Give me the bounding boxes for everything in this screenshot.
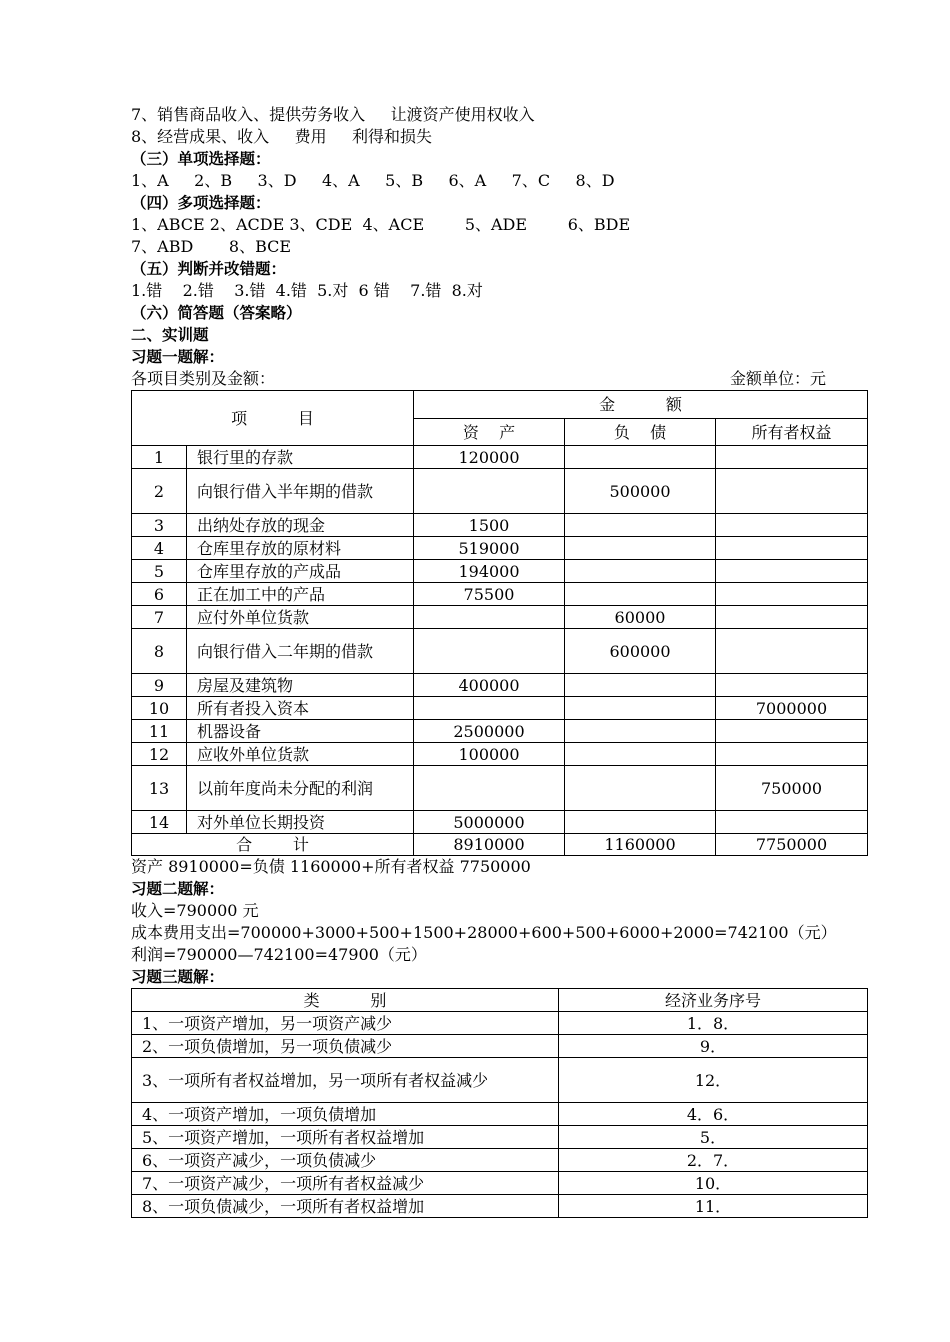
category-cell: 2、一项负债增加，另一项负债减少 (132, 1035, 559, 1058)
table-row (132, 1172, 868, 1195)
category-cell: 3、一项所有者权益增加，另一项所有者权益减少 (132, 1058, 559, 1103)
sequence-cell: 4．6． (559, 1103, 868, 1126)
category-cell: 5、一项资产增加，一项所有者权益增加 (132, 1126, 559, 1149)
text-line: 成本费用支出=700000+3000+500+1500+28000+600+500+6000+2000=742100（元） (131, 923, 837, 942)
text-line: 7、销售商品收入、提供劳务收入 让渡资产使用权收入 (131, 105, 535, 124)
asset-amount (414, 766, 565, 811)
total-asset: 8910000 (414, 834, 565, 856)
item-name: 仓库里存放的原材料 (187, 537, 414, 560)
category-cell: 8、一项负债减少，一项所有者权益增加 (132, 1195, 559, 1218)
liability-amount (565, 560, 716, 583)
solution-text (131, 856, 871, 988)
table-row (132, 629, 868, 674)
balance-items-table (131, 390, 868, 856)
asset-amount: 5000000 (414, 811, 565, 834)
table1-caption (131, 368, 871, 390)
row-number: 5 (132, 560, 187, 583)
item-name: 以前年度尚未分配的利润 (187, 766, 414, 811)
table-row (132, 766, 868, 811)
row-number: 9 (132, 674, 187, 697)
asset-amount: 1500 (414, 514, 565, 537)
liability-amount (565, 446, 716, 469)
row-number: 10 (132, 697, 187, 720)
header-liability: 负 债 (565, 419, 716, 446)
item-name: 出纳处存放的现金 (187, 514, 414, 537)
asset-amount: 194000 (414, 560, 565, 583)
table1-caption-left: 各项目类别及金额： (131, 369, 276, 388)
asset-amount (414, 469, 565, 514)
item-name: 对外单位长期投资 (187, 811, 414, 834)
asset-amount (414, 606, 565, 629)
row-number: 1 (132, 446, 187, 469)
table1-caption-right: 金额单位：元 (729, 369, 826, 388)
equity-amount: 7000000 (716, 697, 868, 720)
text-line: 利润=790000—742100=47900（元） (131, 945, 427, 964)
section-heading: 习题三题解： (131, 968, 225, 986)
text-line: 1、A 2、B 3、D 4、A 5、B 6、A 7、C 8、D (131, 171, 615, 190)
liability-amount (565, 743, 716, 766)
liability-amount: 600000 (565, 629, 716, 674)
sequence-cell: 12． (559, 1058, 868, 1103)
section-heading: （四）多项选择题： (131, 194, 271, 212)
text-line: 8、经营成果、收入 费用 利得和损失 (131, 127, 433, 146)
liability-amount (565, 766, 716, 811)
asset-amount (414, 697, 565, 720)
row-number: 11 (132, 720, 187, 743)
equity-amount (716, 606, 868, 629)
table-row (132, 469, 868, 514)
row-number: 4 (132, 537, 187, 560)
asset-amount (414, 629, 565, 674)
header-asset: 资 产 (414, 419, 565, 446)
equity-amount (716, 469, 868, 514)
table-row (132, 1103, 868, 1126)
table-row (132, 514, 868, 537)
table-row (132, 720, 868, 743)
text-line: 资产 8910000=负债 1160000+所有者权益 7750000 (131, 857, 531, 876)
row-number: 14 (132, 811, 187, 834)
asset-amount: 120000 (414, 446, 565, 469)
section-heading: 习题二题解： (131, 880, 225, 898)
item-name: 仓库里存放的产成品 (187, 560, 414, 583)
equity-amount (716, 446, 868, 469)
row-number: 8 (132, 629, 187, 674)
table-row (132, 1149, 868, 1172)
section-heading: （三）单项选择题： (131, 150, 271, 168)
equity-amount (716, 583, 868, 606)
liability-amount (565, 811, 716, 834)
table-row (132, 1058, 868, 1103)
text-line: 1.错 2.错 3.错 4.错 5.对 6 错 7.错 8.对 (131, 281, 483, 300)
category-cell: 7、一项资产减少，一项所有者权益减少 (132, 1172, 559, 1195)
liability-amount (565, 583, 716, 606)
sequence-cell: 5． (559, 1126, 868, 1149)
header-amount: 金 额 (414, 391, 868, 419)
header-equity: 所有者权益 (716, 419, 868, 446)
row-number: 2 (132, 469, 187, 514)
text-line: 7、ABD 8、BCE (131, 237, 292, 256)
item-name: 银行里的存款 (187, 446, 414, 469)
item-name: 所有者投入资本 (187, 697, 414, 720)
section-heading: （五）判断并改错题： (131, 260, 287, 278)
table-row (132, 1012, 868, 1035)
text-line: 1、ABCE 2、ACDE 3、CDE 4、ACE 5、ADE 6、BDE (131, 215, 631, 234)
liability-amount (565, 720, 716, 743)
table-row (132, 446, 868, 469)
item-name: 应付外单位货款 (187, 606, 414, 629)
total-row (132, 834, 868, 856)
liability-amount (565, 514, 716, 537)
liability-amount: 60000 (565, 606, 716, 629)
equity-amount (716, 560, 868, 583)
table-row (132, 674, 868, 697)
row-number: 7 (132, 606, 187, 629)
item-name: 应收外单位货款 (187, 743, 414, 766)
total-equity: 7750000 (716, 834, 868, 856)
row-number: 13 (132, 766, 187, 811)
item-name: 正在加工中的产品 (187, 583, 414, 606)
table-row (132, 697, 868, 720)
section-heading: 二、实训题 (131, 326, 209, 344)
item-name: 房屋及建筑物 (187, 674, 414, 697)
table-row (132, 1195, 868, 1218)
total-label: 合 计 (132, 834, 414, 856)
header-item: 项 目 (132, 391, 414, 446)
equity-amount (716, 811, 868, 834)
equity-amount (716, 629, 868, 674)
table-row (132, 743, 868, 766)
equity-amount (716, 537, 868, 560)
section-heading: 习题一题解： (131, 348, 225, 366)
header-type: 类 别 (132, 989, 559, 1012)
table-row (132, 1126, 868, 1149)
equity-amount (716, 514, 868, 537)
liability-amount (565, 537, 716, 560)
sequence-cell: 2．7． (559, 1149, 868, 1172)
equity-amount: 750000 (716, 766, 868, 811)
liability-amount (565, 697, 716, 720)
text-line: 收入=790000 元 (131, 901, 259, 920)
item-name: 向银行借入二年期的借款 (187, 629, 414, 674)
table-row (132, 606, 868, 629)
equity-amount (716, 674, 868, 697)
table-row (132, 537, 868, 560)
section-heading: （六）简答题（答案略） (131, 304, 302, 322)
sequence-cell: 10． (559, 1172, 868, 1195)
header-seq: 经济业务序号 (559, 989, 868, 1012)
liability-amount (565, 674, 716, 697)
asset-amount: 519000 (414, 537, 565, 560)
item-name: 向银行借入半年期的借款 (187, 469, 414, 514)
category-cell: 4、一项资产增加，一项负债增加 (132, 1103, 559, 1126)
liability-amount: 500000 (565, 469, 716, 514)
total-liability: 1160000 (565, 834, 716, 856)
answer-section (131, 104, 871, 368)
sequence-cell: 9． (559, 1035, 868, 1058)
table-row (132, 583, 868, 606)
table-row (132, 811, 868, 834)
asset-amount: 75500 (414, 583, 565, 606)
table-row (132, 560, 868, 583)
asset-amount: 100000 (414, 743, 565, 766)
table-row (132, 1035, 868, 1058)
document-page (131, 104, 871, 1218)
item-name: 机器设备 (187, 720, 414, 743)
sequence-cell: 11． (559, 1195, 868, 1218)
equity-amount (716, 743, 868, 766)
asset-amount: 2500000 (414, 720, 565, 743)
category-cell: 1、一项资产增加，另一项资产减少 (132, 1012, 559, 1035)
transaction-type-table (131, 988, 868, 1218)
row-number: 3 (132, 514, 187, 537)
row-number: 6 (132, 583, 187, 606)
category-cell: 6、一项资产减少，一项负债减少 (132, 1149, 559, 1172)
row-number: 12 (132, 743, 187, 766)
asset-amount: 400000 (414, 674, 565, 697)
equity-amount (716, 720, 868, 743)
sequence-cell: 1．8． (559, 1012, 868, 1035)
